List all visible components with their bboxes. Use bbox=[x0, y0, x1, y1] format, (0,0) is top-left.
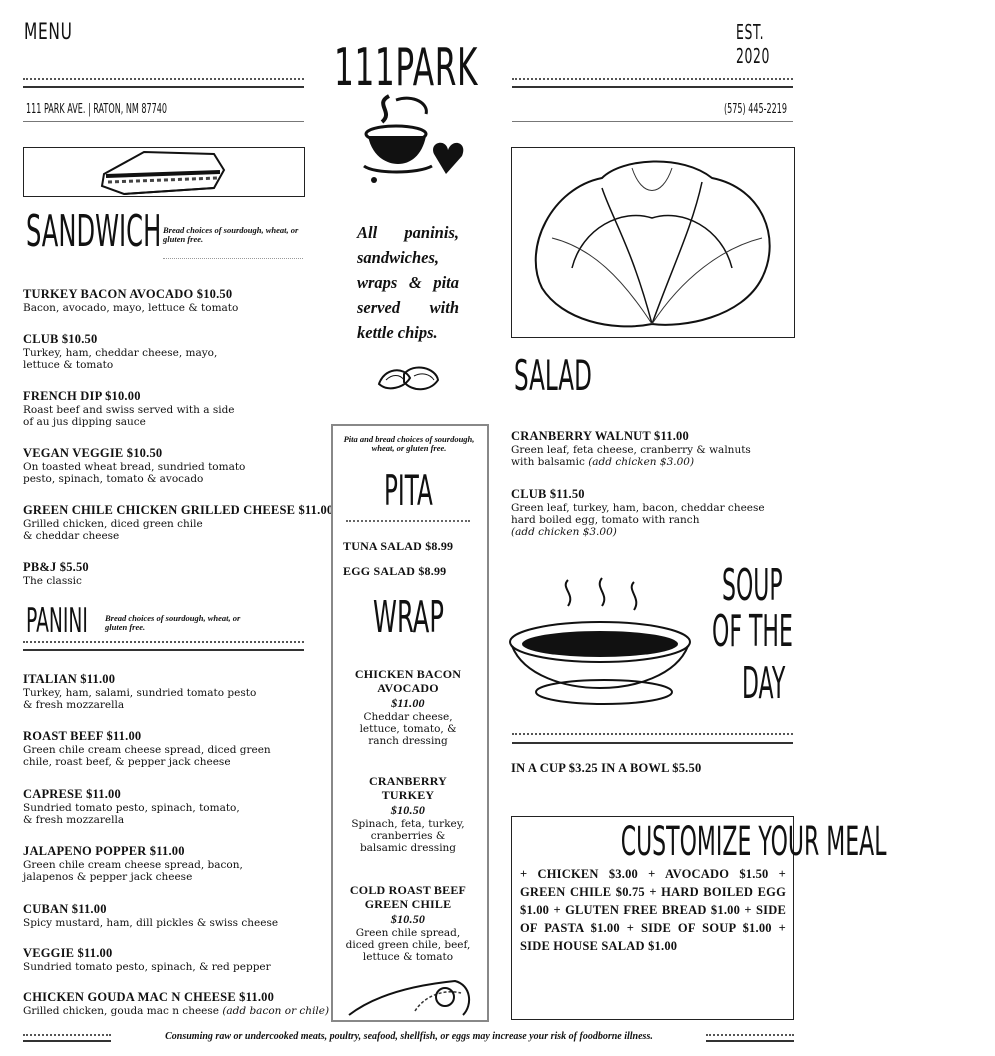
divider bbox=[512, 78, 793, 80]
divider bbox=[512, 86, 793, 88]
customize-options: + CHICKEN $3.00 + AVOCADO $1.50 + GREEN CHILE $0.75 + HARD BOILED EGG $1.00 + GLUTEN FREE BREAD $1.00 + SIDE OF PASTA $1.00 + SIDE OF SOUP $1.00 + SIDE HOUSE SALAD $1.00 bbox=[520, 867, 786, 953]
soup-title-line: DAY bbox=[742, 658, 786, 709]
list-item bbox=[23, 446, 263, 485]
item-name: PB&J $5.50 bbox=[23, 560, 89, 574]
divider bbox=[23, 121, 304, 122]
wrap-illustration-icon bbox=[345, 975, 475, 1017]
list-item bbox=[23, 946, 303, 973]
item-description: On toasted wheat bread, sundried tomato pesto, spinach, tomato & avocado bbox=[23, 461, 246, 485]
item-name: CHICKEN BACON AVOCADO bbox=[354, 667, 462, 695]
item-description: Spinach, feta, turkey, cranberries & balsamic dressing bbox=[351, 818, 465, 854]
customize-meal-box bbox=[511, 816, 887, 1020]
item-name: CRANBERRY WALNUT $11.00 bbox=[511, 429, 689, 443]
item-name: CHICKEN GOUDA MAC N CHEESE $11.00 bbox=[23, 990, 275, 1004]
pita-item: TUNA SALAD $8.99 bbox=[343, 539, 454, 553]
list-item bbox=[23, 844, 263, 883]
list-item bbox=[339, 774, 477, 854]
divider bbox=[706, 1034, 794, 1036]
logo bbox=[334, 14, 484, 194]
panini-bread-note: Bread choices of sourdough, wheat, or gluten free. bbox=[105, 613, 241, 632]
sandwich-bread-note: Bread choices of sourdough, wheat, or gluten free. bbox=[163, 225, 299, 244]
wrap-heading: WRAP bbox=[372, 592, 444, 643]
item-name: FRENCH DIP $10.00 bbox=[23, 389, 141, 403]
item-description: Bacon, avocado, mayo, lettuce & tomato bbox=[23, 302, 239, 314]
item-name: ROAST BEEF $11.00 bbox=[23, 729, 142, 743]
list-item bbox=[23, 902, 303, 929]
item-name: VEGAN VEGGIE $10.50 bbox=[23, 446, 163, 460]
foodborne-illness-warning: Consuming raw or undercooked meats, poultry, seafood, shellfish, or eggs may increase your risk of foodborne illness. bbox=[165, 1031, 653, 1042]
item-description: Turkey, ham, salami, sundried tomato pesto & fresh mozzarella bbox=[23, 687, 257, 711]
soup-title-line: OF THE bbox=[712, 606, 793, 657]
panini-heading: PANINI bbox=[26, 601, 88, 641]
item-price: $11.00 bbox=[391, 696, 425, 710]
item-name: ITALIAN $11.00 bbox=[23, 672, 116, 686]
list-item bbox=[339, 883, 477, 963]
divider bbox=[23, 1034, 111, 1036]
list-item bbox=[23, 287, 253, 314]
item-name: CRANBERRY TURKEY bbox=[368, 774, 448, 802]
sandwich-illustration bbox=[23, 147, 305, 197]
list-item bbox=[23, 729, 273, 768]
item-name: CLUB $11.50 bbox=[511, 487, 585, 501]
list-item bbox=[339, 667, 477, 747]
item-name: JALAPENO POPPER $11.00 bbox=[23, 844, 185, 858]
coffee-cup-heart-icon bbox=[334, 94, 484, 194]
item-name: CAPRESE $11.00 bbox=[23, 787, 121, 801]
logo-wordmark: 111PARK bbox=[334, 38, 479, 98]
soup-bowl-icon bbox=[506, 576, 696, 710]
served-note: All paninis, sandwiches, wraps & pita served with kettle chips. bbox=[357, 223, 459, 342]
divider bbox=[512, 733, 793, 735]
lettuce-icon bbox=[512, 148, 794, 337]
item-name: CUBAN $11.00 bbox=[23, 902, 107, 916]
item-description: Spicy mustard, ham, dill pickles & swiss cheese bbox=[23, 917, 279, 929]
list-item bbox=[23, 990, 329, 1017]
address: 111 PARK AVE. | RATON, NM 87740 bbox=[26, 102, 168, 117]
soup-prices: IN A CUP $3.25 IN A BOWL $5.50 bbox=[511, 761, 702, 775]
item-name: COLD ROAST BEEF GREEN CHILE bbox=[349, 883, 467, 911]
list-item bbox=[511, 487, 801, 538]
menu-label: MENU bbox=[24, 20, 73, 45]
pita-item: EGG SALAD $8.99 bbox=[343, 564, 447, 578]
item-price: $10.50 bbox=[390, 912, 426, 926]
item-description: Green leaf, feta cheese, cranberry & walnuts with balsamic (add chicken $3.00) bbox=[511, 444, 751, 468]
item-description: Green chile cream cheese spread, diced green chile, roast beef, & pepper jack cheese bbox=[23, 744, 271, 768]
item-description: Green leaf, turkey, ham, bacon, cheddar cheese hard boiled egg, tomato with ranch bbox=[511, 502, 765, 526]
list-item bbox=[511, 429, 801, 468]
divider bbox=[512, 742, 793, 744]
established-label: EST. 2020 bbox=[736, 20, 771, 68]
list-item bbox=[23, 503, 333, 542]
sandwich-icon bbox=[24, 148, 304, 196]
list-item bbox=[23, 787, 248, 826]
item-description: Sundried tomato pesto, spinach, tomato, & fresh mozzarella bbox=[23, 802, 240, 826]
sandwich-heading: SANDWICH bbox=[26, 206, 162, 257]
list-item bbox=[23, 389, 248, 428]
divider bbox=[23, 649, 304, 651]
divider bbox=[706, 1040, 794, 1042]
item-description: Green chile spread, diced green chile, beef, lettuce & tomato bbox=[345, 927, 471, 963]
pita-heading: PITA bbox=[383, 466, 433, 515]
divider bbox=[23, 86, 304, 88]
lettuce-illustration bbox=[511, 147, 795, 338]
divider bbox=[23, 641, 304, 643]
item-name: VEGGIE $11.00 bbox=[23, 946, 113, 960]
item-description: Grilled chicken, gouda mac n cheese (add bacon or chile) bbox=[23, 1005, 330, 1017]
item-name: TURKEY BACON AVOCADO $10.50 bbox=[23, 287, 233, 301]
item-description: Roast beef and swiss served with a side of au jus dipping sauce bbox=[23, 404, 235, 428]
item-name: CLUB $10.50 bbox=[23, 332, 98, 346]
divider bbox=[163, 258, 303, 259]
divider bbox=[346, 520, 470, 522]
list-item bbox=[23, 332, 238, 371]
item-name: GREEN CHILE CHICKEN GRILLED CHEESE $11.00 bbox=[23, 503, 334, 517]
salad-heading: SALAD bbox=[514, 351, 592, 400]
soup-heading bbox=[712, 560, 796, 709]
list-item bbox=[23, 560, 89, 587]
divider bbox=[23, 1040, 111, 1042]
divider bbox=[512, 121, 793, 122]
divider bbox=[23, 78, 304, 80]
item-description: Cheddar cheese, lettuce, tomato, & ranch dressing bbox=[359, 711, 457, 747]
item-description: Grilled chicken, diced green chile & cheddar cheese bbox=[23, 518, 203, 542]
list-item bbox=[23, 672, 263, 711]
item-description: (add chicken $3.00) bbox=[511, 526, 617, 538]
soup-title-line: SOUP bbox=[722, 560, 783, 611]
item-description: Turkey, ham, cheddar cheese, mayo, lettuce & tomato bbox=[23, 347, 218, 371]
pita-bread-note: Pita and bread choices of sourdough, wheat, or gluten free. bbox=[343, 434, 475, 453]
kettle-chips-icon bbox=[374, 360, 444, 400]
phone-number: (575) 445-2219 bbox=[724, 102, 788, 117]
customize-heading: CUSTOMIZE YOUR MEAL bbox=[620, 819, 887, 865]
item-description: The classic bbox=[23, 575, 82, 587]
item-description: Sundried tomato pesto, spinach, & red pepper bbox=[23, 961, 271, 973]
item-price: $10.50 bbox=[390, 803, 426, 817]
item-description: Green chile cream cheese spread, bacon, jalapenos & pepper jack cheese bbox=[23, 859, 243, 883]
